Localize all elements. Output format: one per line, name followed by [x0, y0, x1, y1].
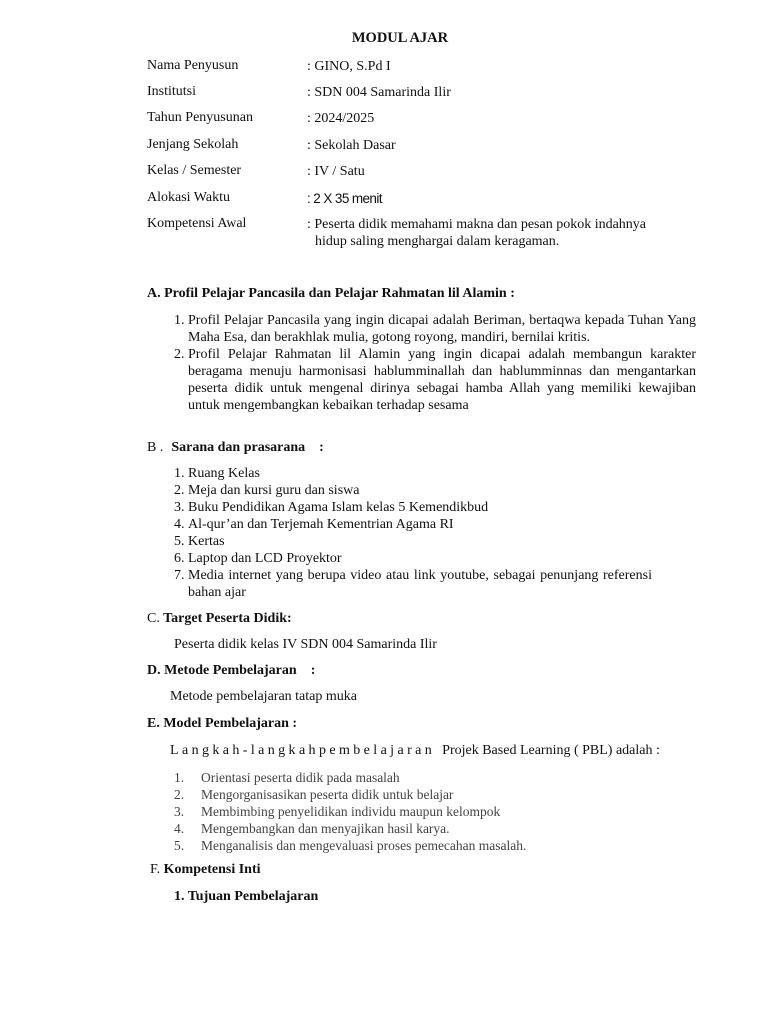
- info-value: : 2024/2025: [307, 111, 375, 126]
- list-item: [174, 482, 652, 499]
- list-item: [174, 346, 696, 414]
- section-f-heading: [150, 862, 261, 878]
- list-text: Mengorganisasikan peserta didik untuk belajar: [201, 787, 454, 802]
- section-letter: C.: [147, 611, 160, 626]
- list-number: 7.: [174, 568, 185, 583]
- info-value: : IV / Satu: [307, 164, 365, 179]
- list-item: [174, 533, 652, 550]
- list-number: 1.: [174, 313, 185, 328]
- section-suffix: :: [310, 663, 316, 678]
- list-number: 3.: [174, 804, 185, 819]
- info-value: : SDN 004 Samarinda Ilir: [307, 85, 451, 100]
- list-number: 6.: [174, 551, 185, 566]
- list-text: Ruang Kelas: [188, 466, 260, 481]
- section-e-intro: [170, 743, 660, 759]
- info-key: Tahun Penyusunan: [147, 110, 253, 125]
- section-e-heading: E. Model Pembelajaran :: [147, 716, 298, 731]
- list-item: [174, 550, 652, 567]
- info-key: Nama Penyusun: [147, 58, 239, 73]
- list-item: [174, 769, 526, 786]
- section-suffix: :: [319, 440, 324, 455]
- list-text: Al-qur’an dan Terjemah Kementrian Agama RI: [188, 517, 454, 532]
- info-value-continuation: hidup saling menghargai dalam keragaman.: [315, 234, 560, 249]
- section-b-list: [174, 465, 652, 601]
- section-c-heading: [147, 611, 292, 627]
- info-value: : Peserta didik memahami makna dan pesan pokok indahnya: [307, 217, 647, 232]
- list-item: [174, 499, 652, 516]
- list-text: Menganalisis dan mengevaluasi proses pemecahan masalah.: [201, 838, 527, 853]
- list-item: [174, 465, 652, 482]
- info-value: : GINO, S.Pd I: [307, 59, 391, 74]
- list-number: 1.: [174, 466, 185, 481]
- section-label: Kompetensi Inti: [163, 862, 261, 877]
- info-key: Institutsi: [147, 84, 197, 99]
- list-item: [174, 312, 696, 346]
- info-key: Kelas / Semester: [147, 163, 242, 178]
- list-text: Profil Pelajar Pancasila yang ingin dicapai adalah Beriman, bertaqwa kepada Tuhan Yang Maha Esa, dan berakhlak mulia, gotong royong, mandiri, bernilai kritis.: [188, 313, 696, 345]
- list-number: 4.: [174, 517, 185, 532]
- info-key: Kompetensi Awal: [147, 216, 247, 231]
- list-text: Orientasi peserta didik pada masalah: [201, 770, 400, 785]
- section-a-heading: A. Profil Pelajar Pancasila dan Pelajar Rahmatan lil Alamin :: [147, 286, 515, 301]
- list-item: [174, 837, 526, 854]
- list-number: 5.: [174, 534, 185, 549]
- section-e-intro-rest: Projek Based Learning ( PBL) adalah :: [442, 743, 660, 758]
- info-key: Alokasi Waktu: [147, 190, 230, 205]
- info-key: Jenjang Sekolah: [147, 137, 239, 152]
- list-text: Laptop dan LCD Proyektor: [188, 551, 342, 566]
- section-label: Sarana dan prasarana: [171, 440, 306, 455]
- list-text: Meja dan kursi guru dan siswa: [188, 483, 360, 498]
- list-item: [174, 516, 652, 533]
- list-text: Kertas: [188, 534, 225, 549]
- list-number: 5.: [174, 838, 185, 853]
- list-item: [174, 567, 652, 601]
- list-item: [174, 786, 526, 803]
- page-title: MODUL AJAR: [351, 30, 449, 46]
- section-a-list: [174, 312, 696, 414]
- list-text: Profil Pelajar Rahmatan lil Alamin yang ingin dicapai adalah membangun karakter beragama menuju harmonisasi hablumminallah dan hablumminnas dan mengantarkan peserta didik untuk mengenal dirinya sebagai hamba Allah yang memiliki kewajiban untuk mengembangkan kebaikan terhadap sesama: [188, 347, 696, 413]
- list-text: Buku Pendidikan Agama Islam kelas 5 Kemendikbud: [188, 500, 489, 515]
- list-number: 3.: [174, 500, 185, 515]
- list-text: Mengembangkan dan menyajikan hasil karya.: [201, 821, 450, 836]
- section-label: Target Peserta Didik:: [163, 611, 292, 626]
- section-b-heading: [147, 440, 324, 456]
- section-e-steps: [174, 769, 526, 854]
- info-value: : Sekolah Dasar: [307, 138, 396, 153]
- section-e-intro-spaced: Langkah-langkahpembelajaran: [170, 743, 436, 758]
- list-item: [174, 820, 526, 837]
- section-d-heading: [147, 663, 315, 679]
- section-label: D. Metode Pembelajaran: [147, 663, 297, 678]
- list-number: 2.: [174, 347, 185, 362]
- list-text: Membimbing penyelidikan individu maupun kelompok: [201, 804, 501, 819]
- list-item: [174, 803, 526, 820]
- list-number: 1.: [174, 770, 185, 785]
- section-c-text: Peserta didik kelas IV SDN 004 Samarinda Ilir: [174, 637, 437, 652]
- list-number: 2.: [174, 483, 185, 498]
- section-letter: B .: [147, 440, 164, 455]
- list-number: 2.: [174, 787, 185, 802]
- info-value-block: [307, 216, 707, 250]
- list-text: Media internet yang berupa video atau link youtube, sebagai penunjang referensi bahan ajar: [188, 568, 652, 600]
- section-letter: F.: [150, 862, 161, 877]
- info-value: : 2 X 35 menit: [307, 191, 382, 206]
- list-number: 4.: [174, 821, 185, 836]
- section-d-text: Metode pembelajaran tatap muka: [170, 689, 357, 704]
- subsection-heading: 1. Tujuan Pembelajaran: [174, 889, 319, 904]
